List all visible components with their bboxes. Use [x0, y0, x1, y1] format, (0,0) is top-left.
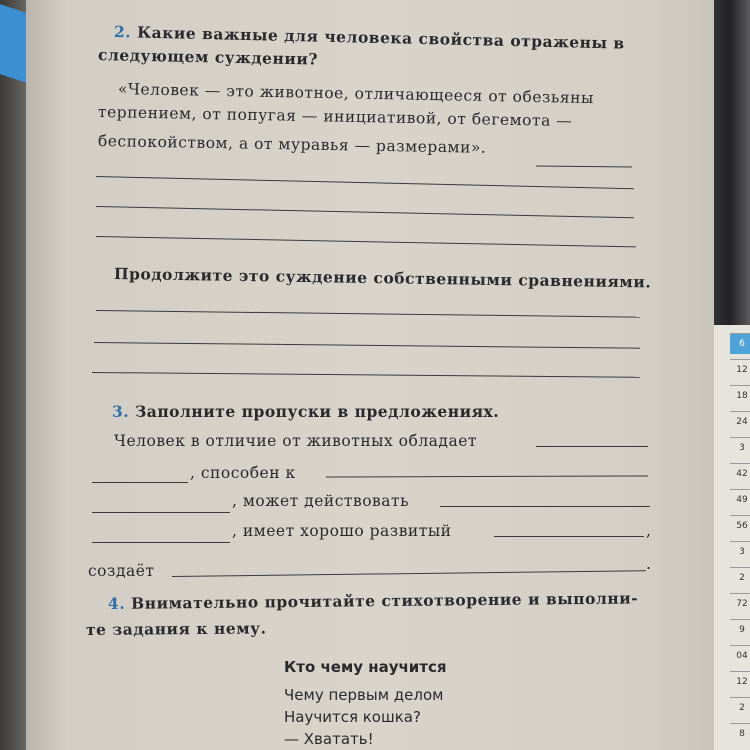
- side-table-cell: 3: [730, 541, 750, 562]
- answer-line[interactable]: [92, 372, 640, 378]
- answer-line[interactable]: [96, 310, 640, 318]
- side-table-cell: 12: [730, 671, 750, 692]
- blank-line[interactable]: [92, 482, 188, 483]
- task3-number: 3.: [112, 402, 130, 421]
- task2-question-line2: следующем суждении?: [97, 45, 319, 69]
- answer-line[interactable]: [96, 236, 636, 247]
- workbook-page: [26, 0, 714, 750]
- poem-line-1: Чему первым делом: [284, 686, 444, 704]
- side-table-cell: 2: [730, 567, 750, 588]
- task4-number: 4.: [107, 593, 126, 613]
- blank-line[interactable]: [494, 536, 644, 537]
- blank-line[interactable]: [536, 446, 648, 447]
- task2-continue-prompt: Продолжите это суждение собственными сравнениями.: [113, 264, 652, 292]
- task2-quote-line3: беспокойством, а от муравья — размерами».: [97, 132, 487, 157]
- task2-quote-line2: терпением, от попугая — инициативой, от бегемота —: [97, 103, 573, 131]
- answer-line[interactable]: [96, 176, 634, 189]
- poem-line-2: Научится кошка?: [284, 708, 421, 726]
- side-table-cell: 8: [730, 723, 750, 744]
- task4-title-line2: те задания к нему.: [85, 618, 267, 639]
- task4-title-line1: [108, 588, 638, 613]
- task2-number: 2.: [113, 22, 132, 42]
- side-table-cell: 72: [730, 593, 750, 614]
- task3-sentence-start: Человек в отличие от животных обладает: [114, 432, 477, 450]
- task3-title-line: [112, 402, 499, 421]
- side-table-cell: 56: [730, 515, 750, 536]
- side-table-cell: 2: [730, 697, 750, 718]
- task3-period: .: [646, 555, 652, 573]
- answer-line[interactable]: [536, 165, 632, 167]
- task3-part4: , имеет хорошо развитый: [232, 522, 452, 540]
- task3-comma: ,: [646, 522, 652, 540]
- side-table-cell: 42: [730, 463, 750, 484]
- side-multiplication-table: [712, 325, 750, 750]
- side-table-cell: 3: [730, 437, 750, 458]
- answer-line[interactable]: [94, 342, 640, 349]
- blank-line[interactable]: [92, 512, 230, 513]
- blank-line[interactable]: [440, 506, 650, 507]
- side-table-cell: 6: [730, 333, 750, 354]
- blank-line[interactable]: [92, 542, 230, 543]
- side-table-cell: 24: [730, 411, 750, 432]
- side-table-cell: 04: [730, 645, 750, 666]
- side-table-cell: 49: [730, 489, 750, 510]
- side-table-cell: 12: [730, 359, 750, 380]
- task2-question-text: Какие важные для человека свойства отражены в: [136, 22, 625, 53]
- task3-part2: , способен к: [190, 464, 296, 482]
- task3-title: Заполните пропуски в предложениях.: [135, 402, 500, 421]
- side-table-cell: 18: [730, 385, 750, 406]
- task3-part5: создаёт: [88, 562, 155, 580]
- blank-line[interactable]: [326, 475, 648, 477]
- task2-quote-line1: «Человек — это животное, отличающееся от обезьяны: [117, 80, 594, 108]
- poem-line-3: — Хватать!: [284, 730, 374, 748]
- side-table-cell: 9: [730, 619, 750, 640]
- answer-line[interactable]: [96, 206, 634, 218]
- task3-part3: , может действовать: [232, 492, 410, 510]
- task4-title-text: Внимательно прочитайте стихотворение и выполни-: [130, 588, 639, 613]
- blank-line[interactable]: [172, 570, 646, 577]
- poem-title: Кто чему научится: [284, 658, 447, 676]
